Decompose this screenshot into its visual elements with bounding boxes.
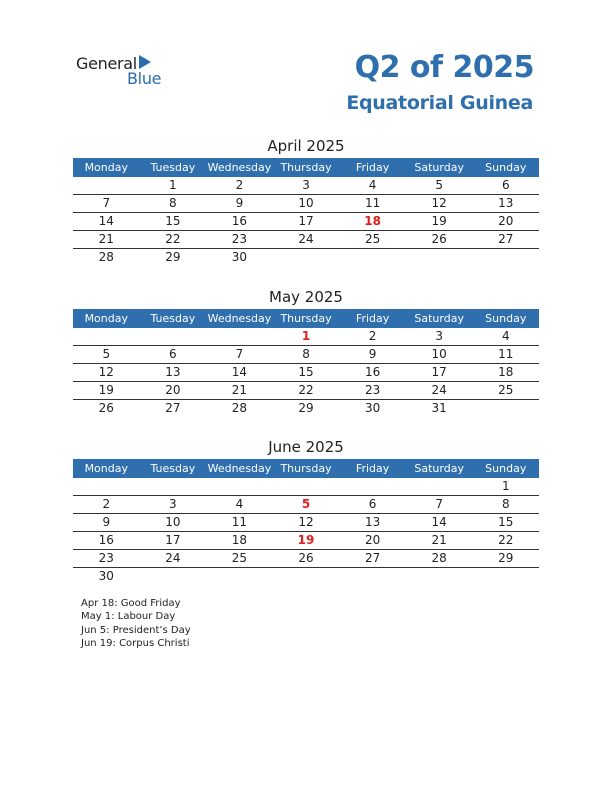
day-cell: 7 [435, 497, 443, 511]
holiday-note: Jun 19: Corpus Christi [81, 637, 190, 649]
day-cell: 20 [364, 533, 381, 547]
weekday-label: Thursday [280, 312, 332, 325]
month-calendar-april [73, 135, 539, 266]
day-cell: 22 [498, 533, 514, 547]
day-cell: 7 [102, 196, 111, 210]
page-title: Q2 of 2025 [354, 50, 534, 85]
day-cell: 2 [368, 329, 377, 343]
holiday-day-cell: 19 [297, 533, 315, 547]
day-cell [406, 478, 473, 495]
week-row [73, 364, 539, 382]
day-cell: 25 [231, 551, 248, 565]
day-cell: 13 [165, 365, 181, 379]
week-row [73, 496, 539, 514]
day-cell [206, 328, 273, 345]
day-cell: 9 [102, 515, 111, 529]
day-cell [472, 400, 539, 417]
day-cell: 23 [231, 232, 248, 246]
weekday-label: Thursday [280, 462, 332, 475]
day-cell: 7 [235, 347, 244, 361]
day-cell: 18 [498, 365, 514, 379]
day-cell: 17 [298, 214, 314, 228]
day-cell: 11 [498, 347, 514, 361]
day-cell: 25 [364, 232, 381, 246]
day-cell: 29 [298, 401, 314, 415]
day-cell [140, 568, 207, 585]
weekday-label: Friday [355, 161, 390, 174]
day-cell: 3 [169, 497, 177, 511]
day-cell: 12 [98, 365, 114, 379]
week-row [73, 532, 539, 550]
day-cell: 20 [165, 383, 181, 397]
day-cell [273, 478, 340, 495]
day-cell: 26 [431, 232, 447, 246]
day-cell: 14 [431, 515, 447, 529]
weekday-label: Wednesday [207, 462, 272, 475]
day-cell: 21 [231, 383, 248, 397]
logo-word-general: General [76, 54, 137, 73]
weekday-label: Saturday [414, 462, 464, 475]
weekday-header [73, 158, 539, 177]
day-cell: 12 [298, 515, 314, 529]
holiday-note: Jun 5: President’s Day [81, 624, 191, 636]
week-row [73, 568, 539, 585]
day-cell: 24 [165, 551, 181, 565]
holiday-day-cell: 1 [301, 329, 311, 343]
day-cell: 26 [298, 551, 314, 565]
day-cell: 3 [302, 178, 310, 192]
day-cell: 8 [302, 347, 310, 361]
day-cell [73, 478, 140, 495]
day-cell: 22 [165, 232, 181, 246]
day-cell: 26 [98, 401, 114, 415]
triangle-flag-icon [139, 55, 151, 69]
day-cell [472, 568, 539, 585]
week-row [73, 213, 539, 231]
day-cell: 21 [98, 232, 114, 246]
day-cell: 18 [231, 533, 248, 547]
weekday-label: Friday [355, 462, 390, 475]
weekday-label: Tuesday [150, 462, 196, 475]
weekday-label: Monday [84, 462, 128, 475]
day-cell: 21 [431, 533, 447, 547]
day-cell: 15 [165, 214, 181, 228]
day-cell: 17 [431, 365, 447, 379]
day-cell: 31 [431, 401, 447, 415]
weekday-label: Wednesday [207, 161, 272, 174]
day-cell: 22 [298, 383, 314, 397]
holiday-day-cell: 18 [364, 214, 381, 228]
week-row [73, 231, 539, 249]
day-cell: 4 [368, 178, 377, 192]
day-cell: 16 [231, 214, 248, 228]
day-cell: 9 [235, 196, 244, 210]
day-cell [140, 328, 207, 345]
day-cell [406, 249, 473, 266]
day-cell: 20 [498, 214, 514, 228]
weekday-header [73, 459, 539, 478]
day-cell: 27 [364, 551, 381, 565]
day-cell: 28 [98, 250, 114, 264]
day-cell: 27 [498, 232, 514, 246]
holiday-note: Apr 18: Good Friday [81, 598, 181, 609]
day-cell: 1 [169, 178, 177, 192]
day-cell: 28 [431, 551, 447, 565]
day-cell: 14 [231, 365, 248, 379]
day-cell: 10 [298, 196, 314, 210]
week-row [73, 550, 539, 568]
day-cell [73, 177, 140, 194]
day-cell: 29 [498, 551, 514, 565]
day-cell: 8 [169, 196, 177, 210]
day-cell: 2 [102, 497, 111, 511]
day-cell: 29 [165, 250, 181, 264]
day-cell: 10 [165, 515, 181, 529]
day-cell: 3 [435, 329, 443, 343]
day-cell [339, 249, 406, 266]
week-row [73, 249, 539, 266]
month-calendar-may [73, 286, 539, 417]
day-cell: 15 [298, 365, 314, 379]
logo [76, 54, 176, 88]
day-cell: 11 [364, 196, 381, 210]
weekday-label: Sunday [485, 462, 527, 475]
day-cell: 12 [431, 196, 447, 210]
day-cell: 28 [231, 401, 248, 415]
logo-word-blue: Blue [127, 69, 162, 88]
weekday-label: Tuesday [150, 161, 196, 174]
day-cell: 17 [165, 533, 181, 547]
day-cell: 16 [98, 533, 114, 547]
holiday-day-cell: 5 [301, 497, 311, 511]
day-cell: 19 [431, 214, 447, 228]
day-cell: 16 [364, 365, 381, 379]
day-cell: 23 [98, 551, 114, 565]
weekday-header [73, 309, 539, 328]
day-cell [273, 568, 340, 585]
week-row [73, 177, 539, 195]
holiday-notes [81, 597, 191, 650]
week-row [73, 400, 539, 417]
day-cell: 5 [435, 178, 443, 192]
day-cell: 6 [501, 178, 510, 192]
day-cell: 14 [98, 214, 114, 228]
week-row [73, 195, 539, 213]
day-cell [339, 568, 406, 585]
day-cell: 11 [231, 515, 248, 529]
weekday-label: Monday [84, 161, 128, 174]
day-cell: 4 [235, 497, 244, 511]
weekday-label: Thursday [280, 161, 332, 174]
weekday-label: Wednesday [207, 312, 272, 325]
day-cell: 23 [364, 383, 381, 397]
day-cell: 15 [498, 515, 514, 529]
day-cell: 9 [368, 347, 377, 361]
week-row [73, 328, 539, 346]
weekday-label: Monday [84, 312, 128, 325]
country-name: Equatorial Guinea [346, 92, 533, 114]
day-cell: 10 [431, 347, 447, 361]
day-cell: 13 [498, 196, 514, 210]
day-cell: 30 [98, 569, 114, 583]
weekday-label: Sunday [485, 312, 527, 325]
day-cell [406, 568, 473, 585]
month-title: June 2025 [268, 438, 344, 456]
day-cell: 1 [501, 479, 510, 493]
weekday-label: Saturday [414, 161, 464, 174]
day-cell: 25 [498, 383, 514, 397]
day-cell: 30 [231, 250, 248, 264]
day-cell: 5 [102, 347, 111, 361]
week-row [73, 346, 539, 364]
day-cell: 6 [368, 497, 377, 511]
day-cell: 2 [235, 178, 244, 192]
weekday-label: Sunday [485, 161, 527, 174]
day-cell: 24 [298, 232, 314, 246]
day-cell [73, 328, 140, 345]
day-cell [206, 478, 273, 495]
day-cell [472, 249, 539, 266]
day-cell [206, 568, 273, 585]
day-cell: 24 [431, 383, 447, 397]
day-cell: 27 [165, 401, 181, 415]
weekday-label: Friday [355, 312, 390, 325]
day-cell: 6 [169, 347, 177, 361]
holiday-note: May 1: Labour Day [81, 611, 176, 623]
day-cell [339, 478, 406, 495]
day-cell: 4 [501, 329, 510, 343]
week-row [73, 514, 539, 532]
day-cell [273, 249, 340, 266]
weekday-label: Saturday [414, 312, 464, 325]
week-row [73, 478, 539, 496]
day-cell: 19 [98, 383, 114, 397]
day-cell: 30 [364, 401, 381, 415]
day-cell: 13 [364, 515, 381, 529]
weekday-label: Tuesday [150, 312, 196, 325]
day-cell [140, 478, 207, 495]
month-calendar-june [73, 436, 539, 585]
month-title: April 2025 [267, 137, 345, 155]
month-title: May 2025 [269, 288, 343, 306]
week-row [73, 382, 539, 400]
day-cell: 8 [501, 497, 510, 511]
